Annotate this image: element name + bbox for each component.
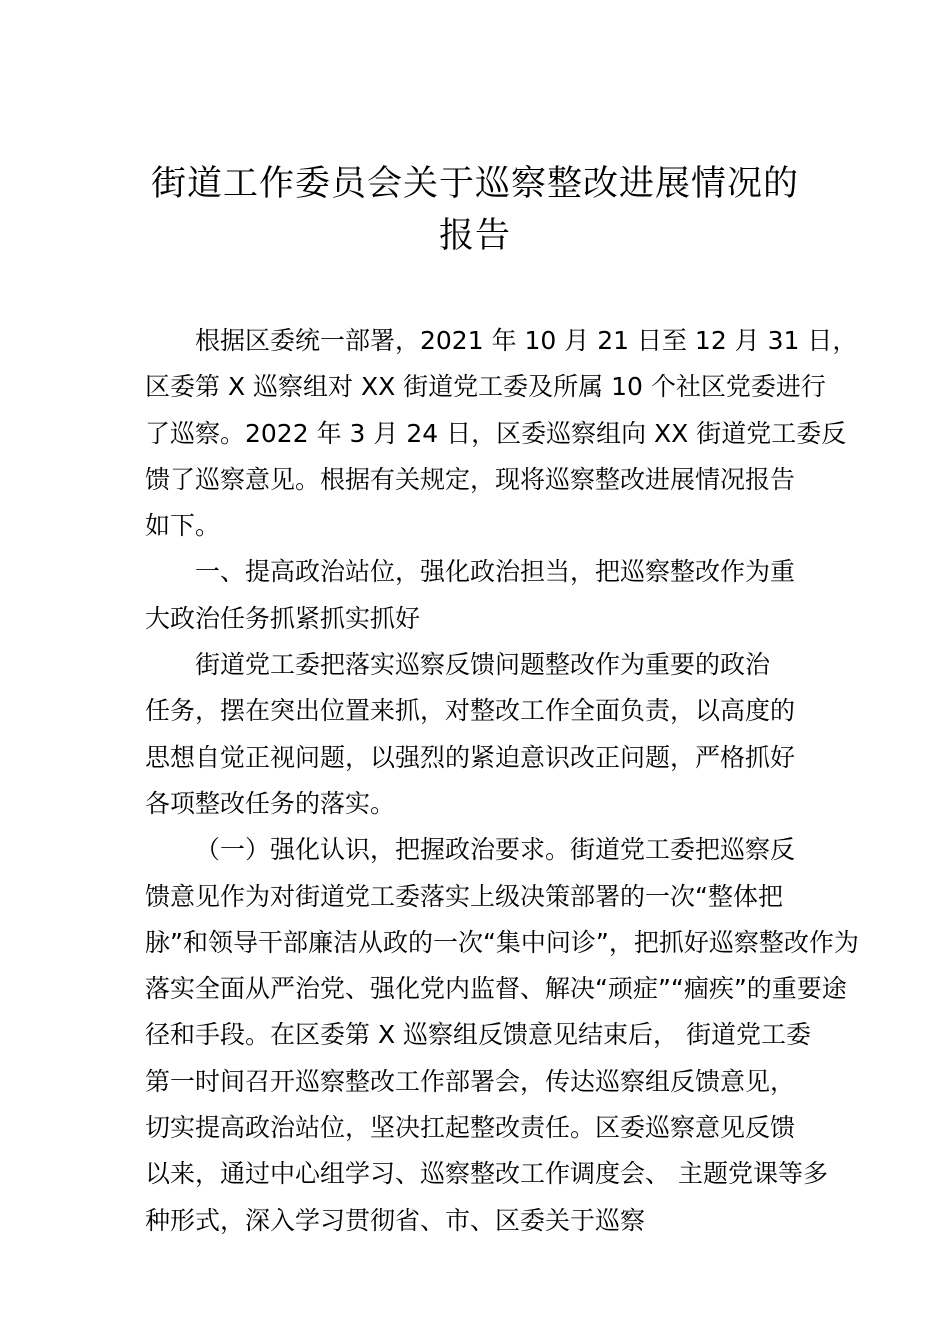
text-line: 根据区委统一部署，2021 年 10 月 21 日至 12 月 31 日， xyxy=(195,326,858,355)
text-line: 种形式，深入学习贯彻省、市、区委关于巡察 xyxy=(145,1205,646,1235)
title-line-1: 街道工作委员会关于巡察整改进展情况的 xyxy=(150,164,799,204)
text-line: 了巡察。2022 年 3 月 24 日，区委巡察组向 XX 街道党工委反 xyxy=(145,418,847,448)
title-line-2: 报告 xyxy=(438,216,511,256)
text-line: 思想自觉正视问题，以强烈的紧迫意识改正问题，严格抓好 xyxy=(145,742,796,772)
text-line: 区委第 X 巡察组对 XX 街道党工委及所属 10 个社区党委进行 xyxy=(145,372,826,402)
section-heading-line: 一、提高政治站位，强化政治担当，把巡察整改作为重 xyxy=(195,557,796,587)
text-line: 以来，通过中心组学习、巡察整改工作调度会、 主题党课等多 xyxy=(145,1159,828,1189)
text-line: （一）强化认识，把握政治要求。街道党工委把巡察反 xyxy=(195,835,796,865)
text-line: 各项整改任务的落实。 xyxy=(145,788,396,818)
text-line: 馈意见作为对街道党工委落实上级决策部署的一次“整体把 xyxy=(145,881,783,911)
section-heading-line: 大政治任务抓紧抓实抓好 xyxy=(145,603,421,633)
text-line: 脉”和领导干部廉洁从政的一次“集中问诊”，把抓好巡察整改作为 xyxy=(145,927,859,957)
text-line: 落实全面从严治党、强化党内监督、解决“顽症”“痼疾”的重要途 xyxy=(145,974,847,1004)
text-line: 如下。 xyxy=(145,511,221,541)
text-line: 切实提高政治站位，坚决扛起整改责任。区委巡察意见反馈 xyxy=(145,1113,796,1143)
text-line: 第一时间召开巡察整改工作部署会，传达巡察组反馈意见， xyxy=(145,1066,796,1096)
text-line: 馈了巡察意见。根据有关规定，现将巡察整改进展情况报告 xyxy=(145,464,796,494)
text-line: 任务，摆在突出位置来抓，对整改工作全面负责，以高度的 xyxy=(145,696,796,726)
text-line: 径和手段。在区委第 X 巡察组反馈意见结束后， 街道党工委 xyxy=(145,1020,811,1050)
text-line: 街道党工委把落实巡察反馈问题整改作为重要的政治 xyxy=(195,650,771,680)
document-title xyxy=(130,158,820,262)
document-body xyxy=(145,318,859,1244)
